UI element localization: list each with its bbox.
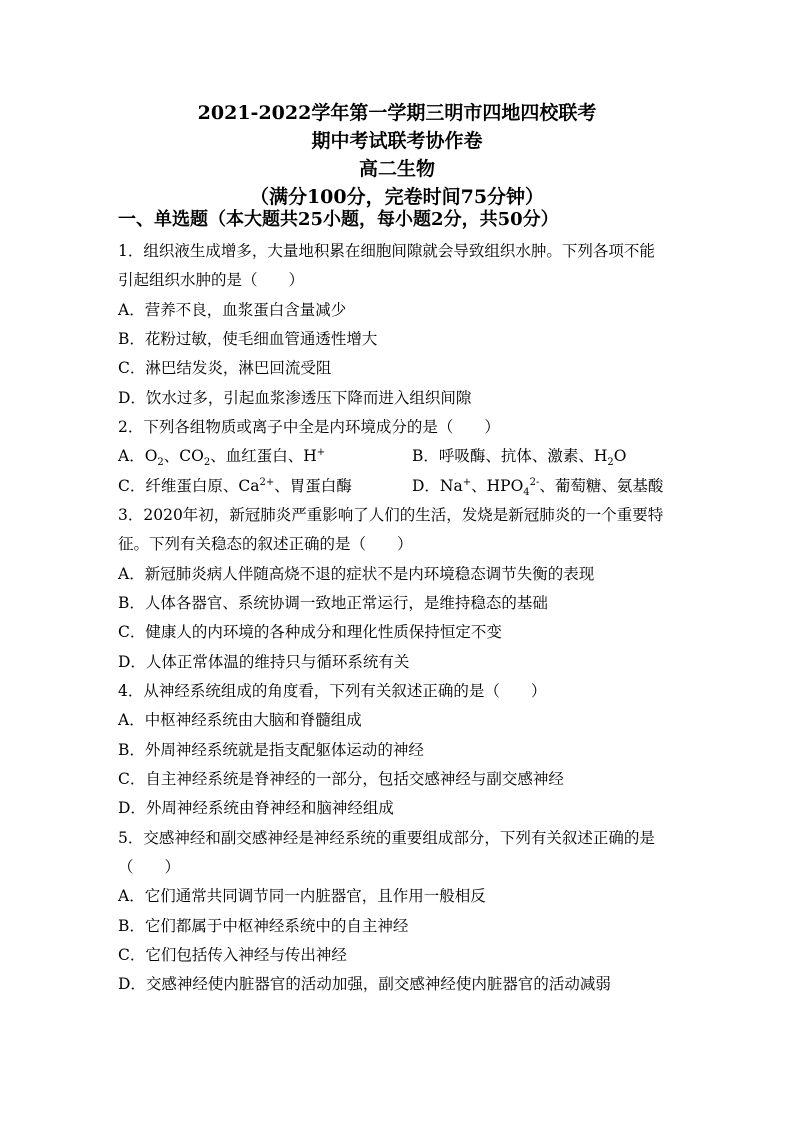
q1-option-b: B．花粉过敏，使毛细血管通透性增大 [118, 330, 378, 348]
q5-option-b: B．它们都属于中枢神经系统中的自主神经 [118, 917, 409, 935]
q3-option-a: A．新冠肺炎病人伴随高烧不退的症状不是内环境稳态调节失衡的表现 [118, 565, 595, 583]
q5-stem-line2: （ ） [118, 858, 181, 876]
q2-b-post: O [613, 447, 627, 465]
q2-d-text: D．Na [412, 477, 463, 495]
q1-option-a: A．营养不良，血浆蛋白含量减少 [118, 301, 347, 319]
q2-a-text: A．O [118, 447, 158, 465]
q2-d-sup1: + [462, 476, 472, 488]
q1-stem-line1: 1．组织液生成增多，大量地积累在细胞间隙就会导致组织水肿。下列各项不能 [118, 242, 655, 260]
section-title-single-choice: 一、单选题（本大题共25小题，每小题2分，共50分） [118, 209, 559, 230]
q2-a-mid: 、CO [163, 447, 204, 465]
q2-a-sub1: 2 [157, 457, 164, 469]
q1-stem-line2: 引起组织水肿的是（ ） [118, 271, 305, 289]
q3-option-b: B．人体各器官、系统协调一致地正常运行，是维持稳态的基础 [118, 594, 548, 612]
q2-b-sub: 2 [607, 457, 614, 469]
q2-d-post: 、葡萄糖、氨基酸 [539, 477, 664, 495]
q4-option-a: A．中枢神经系统由大脑和脊髓组成 [118, 711, 362, 729]
q2-d-sub: 4 [523, 487, 530, 499]
q3-option-c: C．健康人的内环境的各种成分和理化性质保持恒定不变 [118, 623, 502, 641]
q4-option-c: C．自主神经系统是脊神经的一部分，包括交感神经与副交感神经 [118, 770, 564, 788]
q2-a-sub2: 2 [203, 457, 211, 469]
q2-d-sup2: 2- [529, 476, 540, 488]
q1-option-c: C．淋巴结发炎，淋巴回流受阻 [118, 359, 332, 377]
q5-option-d: D．交感神经使内脏器官的活动加强，副交感神经使内脏器官的活动减弱 [118, 975, 611, 993]
q5-option-c: C．它们包括传入神经与传出神经 [118, 946, 347, 964]
q2-b-text: B．呼吸酶、抗体、激素、H [412, 447, 608, 465]
q2-c-text: C．纤维蛋白原、Ca [118, 477, 260, 495]
q4-option-b: B．外周神经系统就是指支配躯体运动的神经 [118, 741, 424, 759]
q5-stem-line1: 5．交感神经和副交感神经是神经系统的重要组成部分，下列有关叙述正确的是 [118, 829, 655, 847]
q2-a-post: 、血红蛋白、H [210, 447, 317, 465]
q1-option-d: D．饮水过多，引起血浆渗透压下降而进入组织间隙 [118, 389, 472, 407]
q2-option-a [118, 446, 326, 469]
q5-option-a: A．它们通常共同调节同一内脏器官，且作用一般相反 [118, 887, 486, 905]
exam-subject: 高二生物 [358, 158, 435, 180]
q2-option-c [118, 476, 352, 496]
q2-a-sup: + [316, 446, 326, 458]
q2-c-post: 、胃蛋白酶 [274, 477, 352, 495]
q3-option-d: D．人体正常体温的维持只与循环系统有关 [118, 653, 410, 671]
exam-score-time: （满分100分，完卷时间75分钟） [249, 186, 545, 208]
q3-stem-line1: 3．2020年初，新冠肺炎严重影响了人们的生活，发烧是新冠肺炎的一个重要特 [118, 506, 664, 524]
q4-stem: 4．从神经系统组成的角度看，下列有关叙述正确的是（ ） [118, 682, 547, 700]
q2-option-b [412, 446, 627, 469]
q2-c-sup: 2+ [259, 476, 275, 488]
q2-option-d [412, 476, 664, 499]
q4-option-d: D．外周神经系统由脊神经和脑神经组成 [118, 799, 394, 817]
q2-stem: 2．下列各组物质或离子中全是内环境成分的是（ ） [118, 418, 500, 436]
q3-stem-line2: 征。下列有关稳态的叙述正确的是（ ） [118, 535, 413, 553]
exam-title-line2: 期中考试联考协作卷 [311, 130, 483, 152]
exam-title-line1: 2021-2022学年第一学期三明市四地四校联考 [197, 102, 597, 124]
q2-d-mid: 、HPO [471, 477, 524, 495]
